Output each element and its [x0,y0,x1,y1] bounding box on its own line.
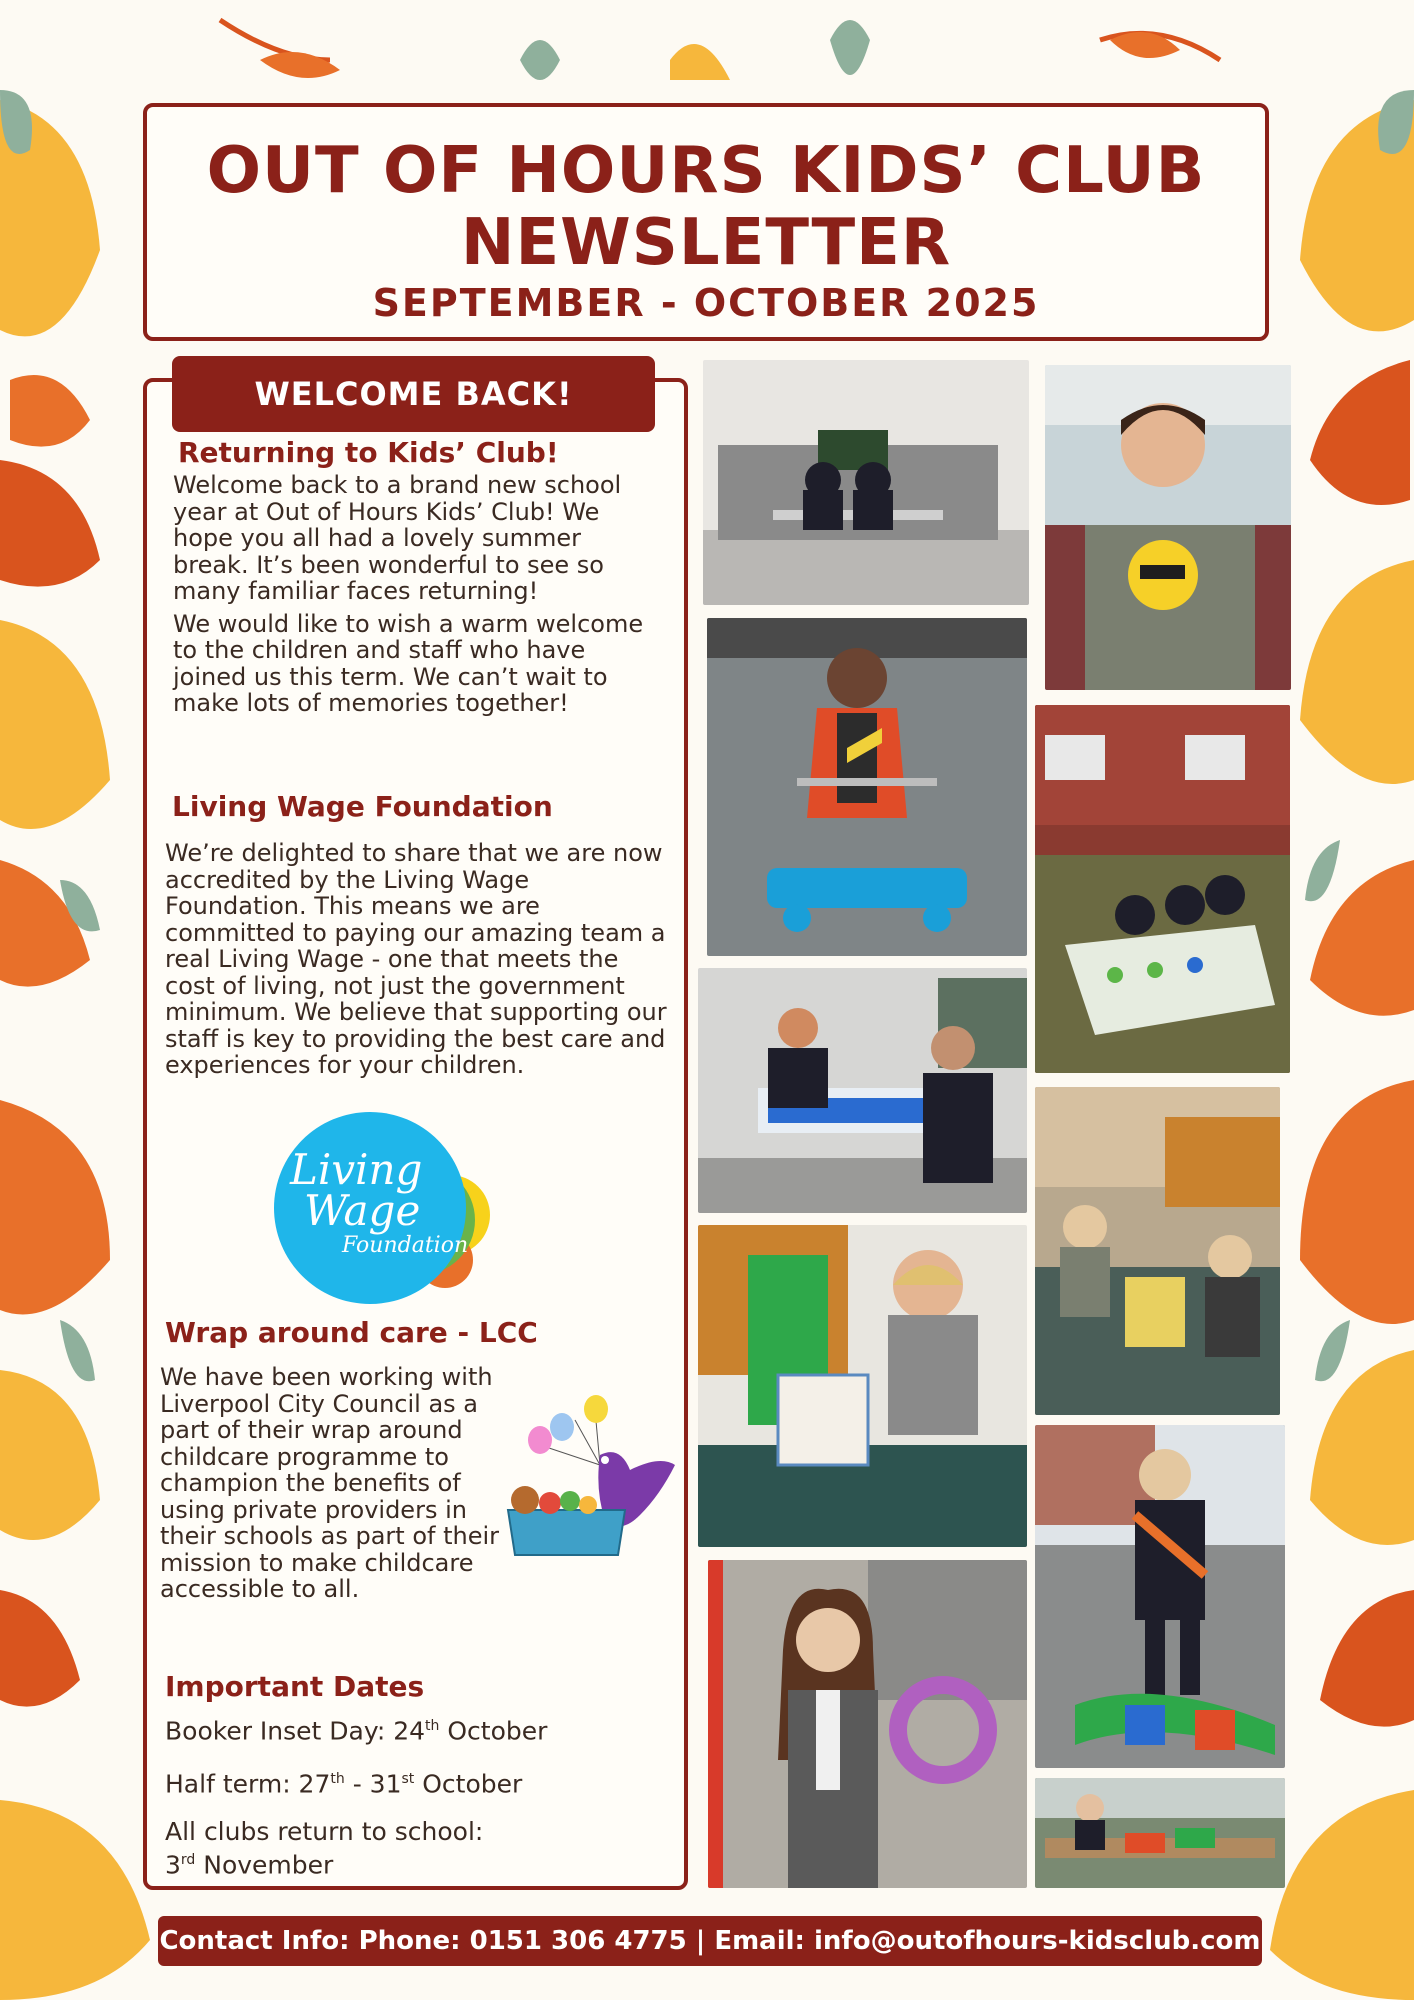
date-half-term: Half term: 27th - 31st October [165,1769,523,1799]
photo-boy-balance [1035,1425,1285,1768]
bird-balloons-illustration [500,1395,685,1575]
title-line-1: OUT OF HOURS KIDS’ CLUB [206,134,1206,208]
living-wage-heading: Living Wage Foundation [172,790,553,823]
contact-footer: Contact Info: Phone: 0151 306 4775 | Email: info@outofhours-kidsclub.com [158,1916,1262,1966]
photo-boy-scooter [707,618,1027,956]
welcome-back-banner: WELCOME BACK! [172,356,655,432]
logo-word-wage: Wage [304,1186,421,1235]
photo-kids-gaming [703,360,1029,605]
photo-kids-outdoor-table [1035,1778,1285,1888]
logo-word-living: Living [290,1145,423,1194]
living-wage-logo-text [290,1145,469,1260]
photo-twister-outdoors [1035,705,1290,1073]
photo-girls-classroom [1035,1087,1280,1415]
wrap-around-heading: Wrap around care - LCC [165,1316,538,1349]
date-inset-day: Booker Inset Day: 24th October [165,1716,548,1746]
important-dates-heading: Important Dates [165,1670,425,1703]
title-line-2: NEWSLETTER [460,206,952,280]
living-wage-text: We’re delighted to share that we are now accredited by the Living Wage Foundation. This means we are committed to paying our amazing team a real Living Wage - one that meets the cost of living, not just the government minimum. We believe that supporting our staff is key to providing the best care and experiences for your children. [165,839,667,1079]
photo-boy-reading [698,1225,1027,1547]
logo-word-foundation: Foundation [342,1233,469,1258]
welcome-paragraph-1: Welcome back to a brand new school year at Out of Hours Kids’ Club! We hope you all had a lovely summer break. It’s been wonderful to see so many familiar faces returning! [173,471,622,605]
returning-heading: Returning to Kids’ Club! [178,436,559,469]
photo-boy-craft [1045,365,1291,690]
date-clubs-return: All clubs return to school: 3rd November [165,1817,484,1880]
newsletter-header [143,103,1269,341]
date-range-subtitle: SEPTEMBER - OCTOBER 2025 [372,281,1040,325]
photo-air-hockey [698,968,1027,1213]
photo-girl-craft [708,1560,1027,1888]
welcome-paragraph-2: We would like to wish a warm welcome to the children and staff who have joined us this term. We can’t wait to make lots of memories together! [173,609,644,717]
wrap-around-text: We have been working with Liverpool City Council as a part of their wrap around childcare programme to champion the benefits of using private providers in their schools as part of their mission to make childcare accessible to all. [160,1363,499,1603]
welcome-text [173,472,663,723]
